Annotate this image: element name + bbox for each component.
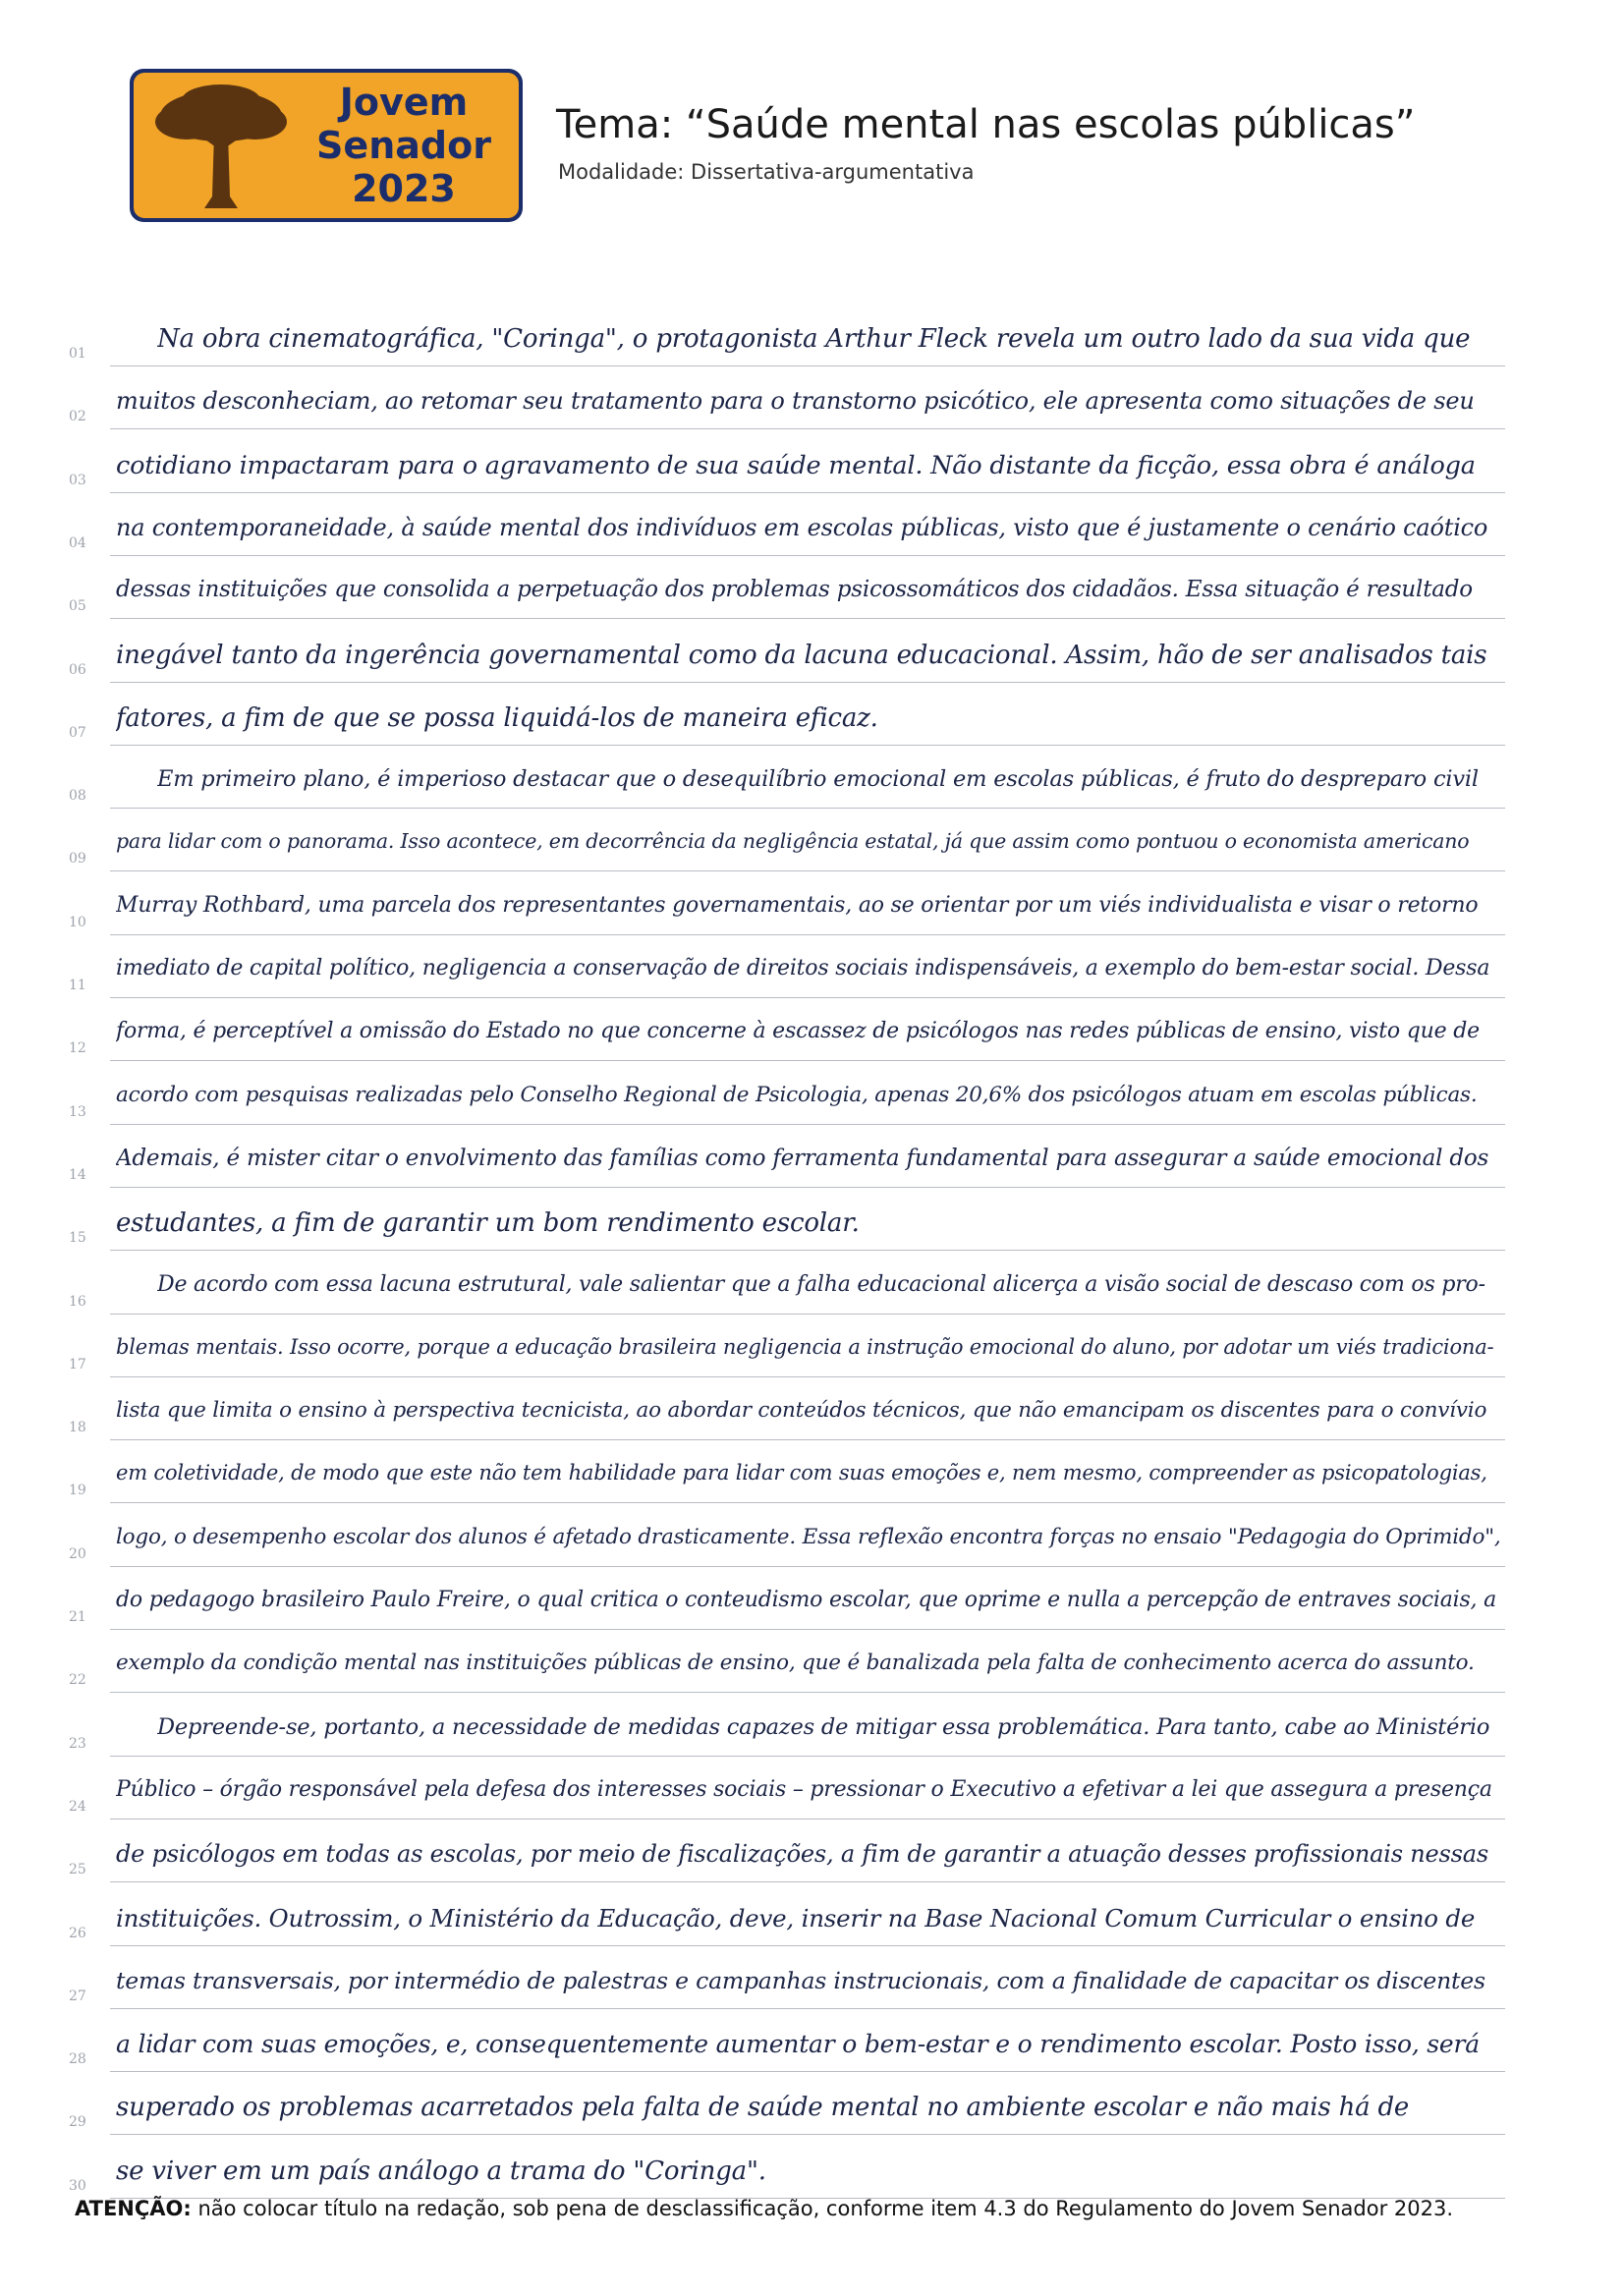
line-rule (110, 428, 1505, 429)
essay-line (0, 631, 1624, 694)
essay-line (0, 314, 1624, 377)
essay-modality: Modalidade: Dissertativa-argumentativa (558, 160, 975, 184)
logo-line-1: Jovem (339, 81, 469, 124)
line-number: 04 (69, 534, 86, 551)
footer-text: não colocar título na redação, sob pena de desclassificação, conforme item 4.3 do Regulamento do Jovem Senador 2023. (197, 2197, 1454, 2220)
essay-theme: Tema: “Saúde mental nas escolas públicas” (556, 102, 1416, 147)
essay-line (0, 1388, 1624, 1451)
line-number: 15 (69, 1230, 86, 1247)
line-number: 30 (69, 2177, 86, 2194)
line-number: 26 (69, 1925, 86, 1941)
line-text: exemplo da condição mental nas instituições públicas de ensino, que é banalizada pela falta de conhecimento acerca do assunto. (116, 1651, 1475, 1676)
line-text: temas transversais, por intermédio de palestras e campanhas instrucionais, com a finalidade de capacitar os discentes (116, 1966, 1485, 1994)
line-number: 13 (69, 1103, 86, 1120)
line-rule (110, 1692, 1505, 1693)
footer-notice (75, 2197, 1453, 2220)
essay-line (0, 1199, 1624, 1261)
essay-line (0, 1515, 1624, 1578)
line-rule (110, 1945, 1505, 1946)
line-rule (110, 1439, 1505, 1440)
line-number: 14 (69, 1166, 86, 1183)
line-number: 09 (69, 851, 86, 868)
line-rule (110, 1250, 1505, 1251)
line-number: 18 (69, 1420, 86, 1436)
line-text: se viver em um país análogo a trama do "Coringa". (116, 2156, 766, 2186)
essay-line (0, 2083, 1624, 2146)
line-text: a lidar com suas emoções, e, consequentemente aumentar o bem-estar e o rendimento escolar. Posto isso, será (116, 2030, 1480, 2059)
line-rule (110, 997, 1505, 998)
essay-line (0, 1705, 1624, 1767)
line-number: 03 (69, 472, 86, 488)
line-text: fatores, a fim de que se possa liquidá-los de maneira eficaz. (116, 702, 878, 733)
line-number: 05 (69, 598, 86, 615)
line-text: acordo com pesquisas realizadas pelo Conselho Regional de Psicologia, apenas 20,6% dos psicólogos atuam em escolas públicas. (116, 1082, 1478, 1107)
line-number: 27 (69, 1988, 86, 2004)
essay-line (0, 1451, 1624, 1514)
line-number: 02 (69, 409, 86, 425)
footer-label: ATENÇÃO: (75, 2197, 192, 2220)
line-text: Murray Rothbard, uma parcela dos representantes governamentais, ao se orientar por um viés individualista e visar o retorno (116, 892, 1479, 918)
line-text: Depreende-se, portanto, a necessidade de medidas capazes de mitigar essa problemática. Para tanto, cabe ao Ministério (157, 1713, 1490, 1740)
line-text: do pedagogo brasileiro Paulo Freire, o qual critica o conteudismo escolar, que oprime e nulla a percepção de entraves sociais, a (116, 1588, 1497, 1612)
logo-line-2: Senador (316, 124, 491, 167)
essay-line (0, 1894, 1624, 1957)
essay-line (0, 567, 1624, 630)
line-number: 12 (69, 1040, 86, 1057)
line-text: Público – órgão responsável pela defesa dos interesses sociais – pressionar o Executivo a efetivar a lei que assegura a presença (116, 1776, 1492, 1802)
line-text: dessas instituições que consolida a perpetuação dos problemas psicossomáticos dos cidadãos. Essa situação é resultado (116, 577, 1473, 603)
line-rule (110, 1502, 1505, 1503)
line-number: 21 (69, 1609, 86, 1625)
line-rule (110, 1314, 1505, 1315)
line-number: 11 (69, 978, 86, 993)
line-text: Em primeiro plano, é imperioso destacar que o desequilíbrio emocional em escolas públicas, é fruto do despreparo civil (157, 766, 1479, 793)
line-rule (110, 2008, 1505, 2009)
essay-line (0, 1641, 1624, 1704)
line-text: em coletividade, de modo que este não tem habilidade para lidar com suas emoções e, nem mesmo, compreender as psicopatologias, (116, 1461, 1487, 1485)
essay-line (0, 1073, 1624, 1136)
essay-line (0, 883, 1624, 946)
line-number: 28 (69, 2051, 86, 2068)
line-rule (110, 1187, 1505, 1188)
essay-line (0, 694, 1624, 756)
essay-line (0, 1578, 1624, 1641)
line-number: 07 (69, 724, 86, 741)
jovem-senador-logo (130, 69, 523, 222)
line-rule (110, 1124, 1505, 1125)
line-rule (110, 555, 1505, 556)
line-text: para lidar com o panorama. Isso acontece, em decorrência da negligência estatal, já que assim como pontuou o economista americano (116, 829, 1470, 854)
line-rule (110, 1881, 1505, 1882)
line-number: 29 (69, 2114, 86, 2131)
line-rule (110, 2134, 1505, 2135)
essay-line (0, 1767, 1624, 1830)
line-number: 19 (69, 1483, 86, 1499)
line-number: 23 (69, 1735, 86, 1752)
line-rule (110, 1819, 1505, 1820)
line-number: 20 (69, 1545, 86, 1562)
line-rule (110, 870, 1505, 871)
line-text: na contemporaneidade, à saúde mental dos indivíduos em escolas públicas, visto que é justamente o cenário caótico (116, 513, 1488, 541)
essay-line (0, 946, 1624, 1009)
line-text: cotidiano impactaram para o agravamento de sua saúde mental. Não distante da ficção, essa obra é análoga (116, 450, 1476, 480)
line-rule (110, 492, 1505, 493)
line-number: 16 (69, 1293, 86, 1310)
line-text: logo, o desempenho escolar dos alunos é afetado drasticamente. Essa reflexão encontra forças no ensaio "Pedagogia do Oprimido", (116, 1524, 1501, 1549)
essay-line (0, 819, 1624, 882)
line-number: 22 (69, 1672, 86, 1689)
tree-icon (147, 79, 295, 216)
line-rule (110, 1629, 1505, 1630)
logo-line-3: 2023 (352, 167, 456, 210)
line-number: 17 (69, 1356, 86, 1372)
line-text: lista que limita o ensino à perspectiva tecnicista, ao abordar conteúdos técnicos, que não emancipam os discentes para o convívio (116, 1398, 1487, 1424)
line-rule (110, 682, 1505, 683)
line-rule (110, 2071, 1505, 2072)
essay-line (0, 1325, 1624, 1388)
line-rule (110, 365, 1505, 366)
line-rule (110, 1376, 1505, 1377)
line-text: Na obra cinematográfica, "Coringa", o protagonista Arthur Fleck revela um outro lado da sua vida que (157, 324, 1471, 354)
essay-line (0, 756, 1624, 819)
line-text: muitos desconheciam, ao retomar seu tratamento para o transtorno psicótico, ele apresenta como situações de seu (116, 387, 1475, 416)
line-text: blemas mentais. Isso ocorre, porque a educação brasileira negligencia a instrução emocional do aluno, por adotar um viés tradiciona- (116, 1334, 1494, 1359)
line-number: 01 (69, 346, 86, 362)
line-text: de psicólogos em todas as escolas, por meio de fiscalizações, a fim de garantir a atuação desses profissionais nessas (116, 1840, 1489, 1869)
line-rule (110, 1566, 1505, 1567)
line-text: inegável tanto da ingerência governamental como da lacuna educacional. Assim, hão de ser analisados tais (116, 640, 1487, 670)
essay-line (0, 1009, 1624, 1072)
line-number: 06 (69, 661, 86, 678)
line-number: 10 (69, 914, 86, 930)
essay-line (0, 1262, 1624, 1325)
essay-line (0, 1957, 1624, 2020)
line-text: forma, é perceptível a omissão do Estado no que concerne à escassez de psicólogos nas redes públicas de ensino, visto que de (116, 1019, 1480, 1044)
line-rule (110, 1060, 1505, 1061)
essay-line (0, 1830, 1624, 1893)
essay-line (0, 441, 1624, 504)
line-rule (110, 618, 1505, 619)
line-number: 08 (69, 788, 86, 805)
line-rule (110, 1756, 1505, 1757)
line-text: superado os problemas acarretados pela falta de saúde mental no ambiente escolar e não mais há de (116, 2093, 1410, 2123)
line-rule (110, 934, 1505, 935)
line-number: 25 (69, 1862, 86, 1878)
essay-line (0, 1136, 1624, 1199)
line-text: imediato de capital político, negligencia a conservação de direitos sociais indispensáveis, a exemplo do bem-estar social. Dessa (116, 956, 1490, 980)
line-number: 24 (69, 1798, 86, 1815)
line-text: De acordo com essa lacuna estrutural, vale salientar que a falha educacional alicerça a visão social de descaso com os pro- (157, 1271, 1485, 1297)
line-rule (110, 745, 1505, 746)
line-text: estudantes, a fim de garantir um bom rendimento escolar. (116, 1208, 860, 1239)
line-text: instituições. Outrossim, o Ministério da Educação, deve, inserir na Base Nacional Comum Curricular o ensino de (116, 1903, 1476, 1932)
essay-line (0, 377, 1624, 440)
line-text: Ademais, é mister citar o envolvimento das famílias como ferramenta fundamental para assegurar a saúde emocional dos (116, 1145, 1489, 1171)
essay-line (0, 2020, 1624, 2083)
line-rule (110, 808, 1505, 809)
essay-line (0, 504, 1624, 567)
logo-text (301, 81, 507, 210)
